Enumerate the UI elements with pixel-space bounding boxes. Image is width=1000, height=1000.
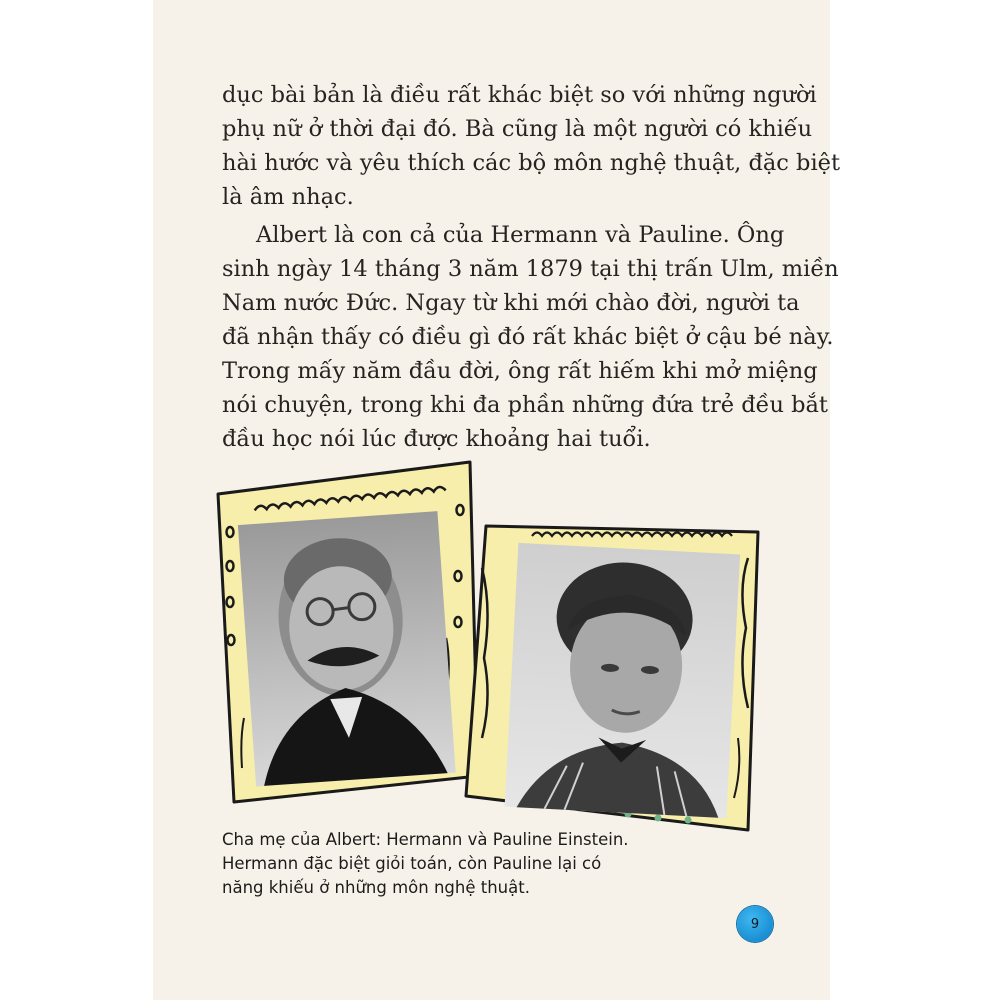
caption-line: năng khiếu ở những môn nghệ thuật. <box>222 878 530 897</box>
text-line: nói chuyện, trong khi đa phần những đứa trẻ đều bắt <box>222 392 828 418</box>
photo-frame-hermann <box>214 458 482 810</box>
text-line: dục bài bản là điều rất khác biệt so với những người <box>222 82 817 108</box>
body-paragraph-2 <box>222 218 839 456</box>
photo-caption <box>222 828 662 900</box>
body-paragraph-1 <box>222 78 841 214</box>
caption-line: Hermann đặc biệt giỏi toán, còn Pauline lại có <box>222 854 602 873</box>
text-line: hài hước và yêu thích các bộ môn nghệ thuật, đặc biệt <box>222 150 841 176</box>
text-line: Nam nước Đức. Ngay từ khi mới chào đời, người ta <box>222 290 800 316</box>
caption-line: Cha mẹ của Albert: Hermann và Pauline Einstein. <box>222 830 629 849</box>
text-line: đầu học nói lúc được khoảng hai tuổi. <box>222 426 651 452</box>
text-line: Albert là con cả của Hermann và Pauline. Ông <box>256 222 785 248</box>
text-line: sinh ngày 14 tháng 3 năm 1879 tại thị trấn Ulm, miền <box>222 256 839 282</box>
text-line: phụ nữ ở thời đại đó. Bà cũng là một người có khiếu <box>222 116 813 142</box>
text-line: Trong mấy năm đầu đời, ông rất hiếm khi mở miệng <box>222 358 818 384</box>
text-line: là âm nhạc. <box>222 184 354 210</box>
text-line: đã nhận thấy có điều gì đó rất khác biệt ở cậu bé này. <box>222 324 834 350</box>
page-number-badge: 9 <box>737 906 773 942</box>
photo-frame-pauline <box>462 518 768 834</box>
